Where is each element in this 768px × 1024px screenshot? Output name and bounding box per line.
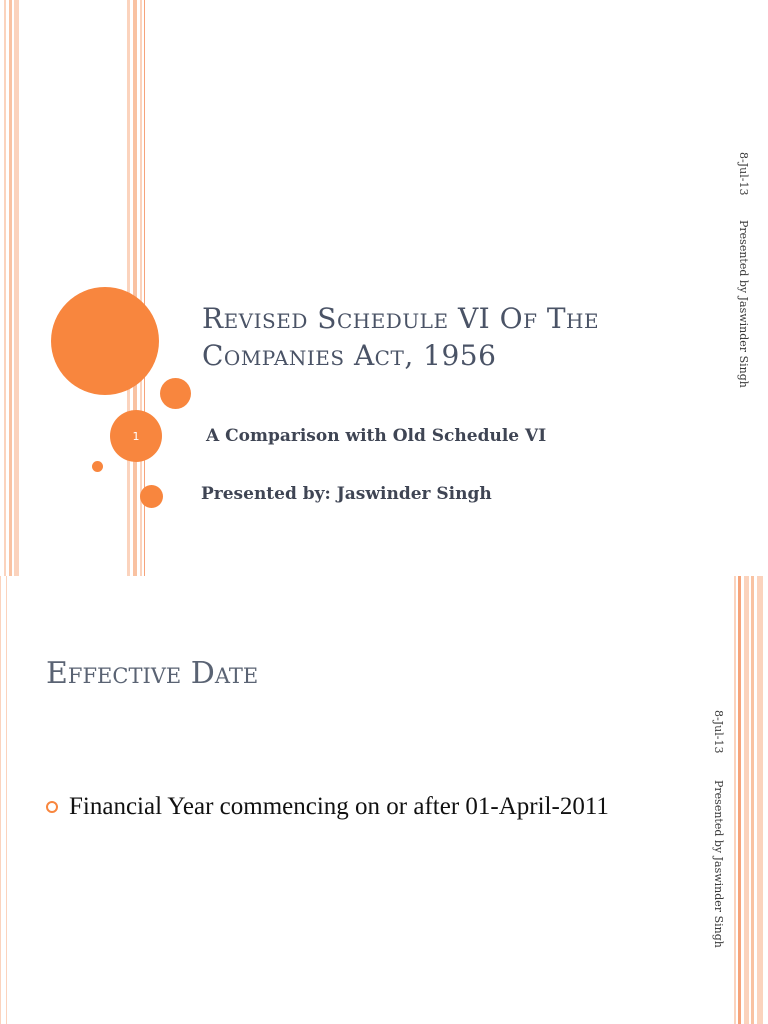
footer-date: 8-Jul-13 bbox=[712, 710, 725, 754]
footer-date: 8-Jul-13 bbox=[737, 152, 750, 196]
slide-2 bbox=[0, 576, 768, 1024]
bullet-text: Financial Year commencing on or after 01-April-2011 bbox=[69, 793, 609, 820]
small-dot-decoration bbox=[92, 461, 103, 472]
right-stripe bbox=[757, 576, 763, 1024]
slide-subtitle: A Comparison with Old Schedule VI bbox=[206, 426, 547, 446]
presenter-line: Presented by: Jaswinder Singh bbox=[201, 484, 492, 504]
circle-decoration bbox=[160, 378, 191, 409]
right-stripe bbox=[738, 576, 741, 1024]
left-edge-stripe bbox=[0, 576, 1, 1024]
footer-presenter: Presented by Jaswinder Singh bbox=[737, 220, 750, 388]
left-stripe bbox=[14, 0, 19, 576]
slide-title: Effective Date bbox=[46, 656, 259, 691]
left-stripe bbox=[4, 0, 6, 576]
bullet-item bbox=[46, 791, 656, 823]
right-stripe bbox=[734, 576, 736, 1024]
left-stripe bbox=[9, 0, 12, 576]
bullet-ring-icon bbox=[46, 801, 58, 813]
footer-presenter: Presented by Jaswinder Singh bbox=[712, 780, 725, 948]
left-edge-stripe bbox=[6, 576, 7, 1024]
left-stripe bbox=[133, 0, 137, 576]
large-circle-decoration bbox=[51, 287, 159, 395]
circle-decoration bbox=[140, 485, 163, 508]
slide-title: Revised Schedule VI Of The Companies Act, 1956 bbox=[202, 302, 600, 372]
right-stripe bbox=[744, 576, 749, 1024]
left-stripe bbox=[127, 0, 130, 576]
right-stripe bbox=[751, 576, 754, 1024]
slide-number: 1 bbox=[132, 429, 140, 443]
